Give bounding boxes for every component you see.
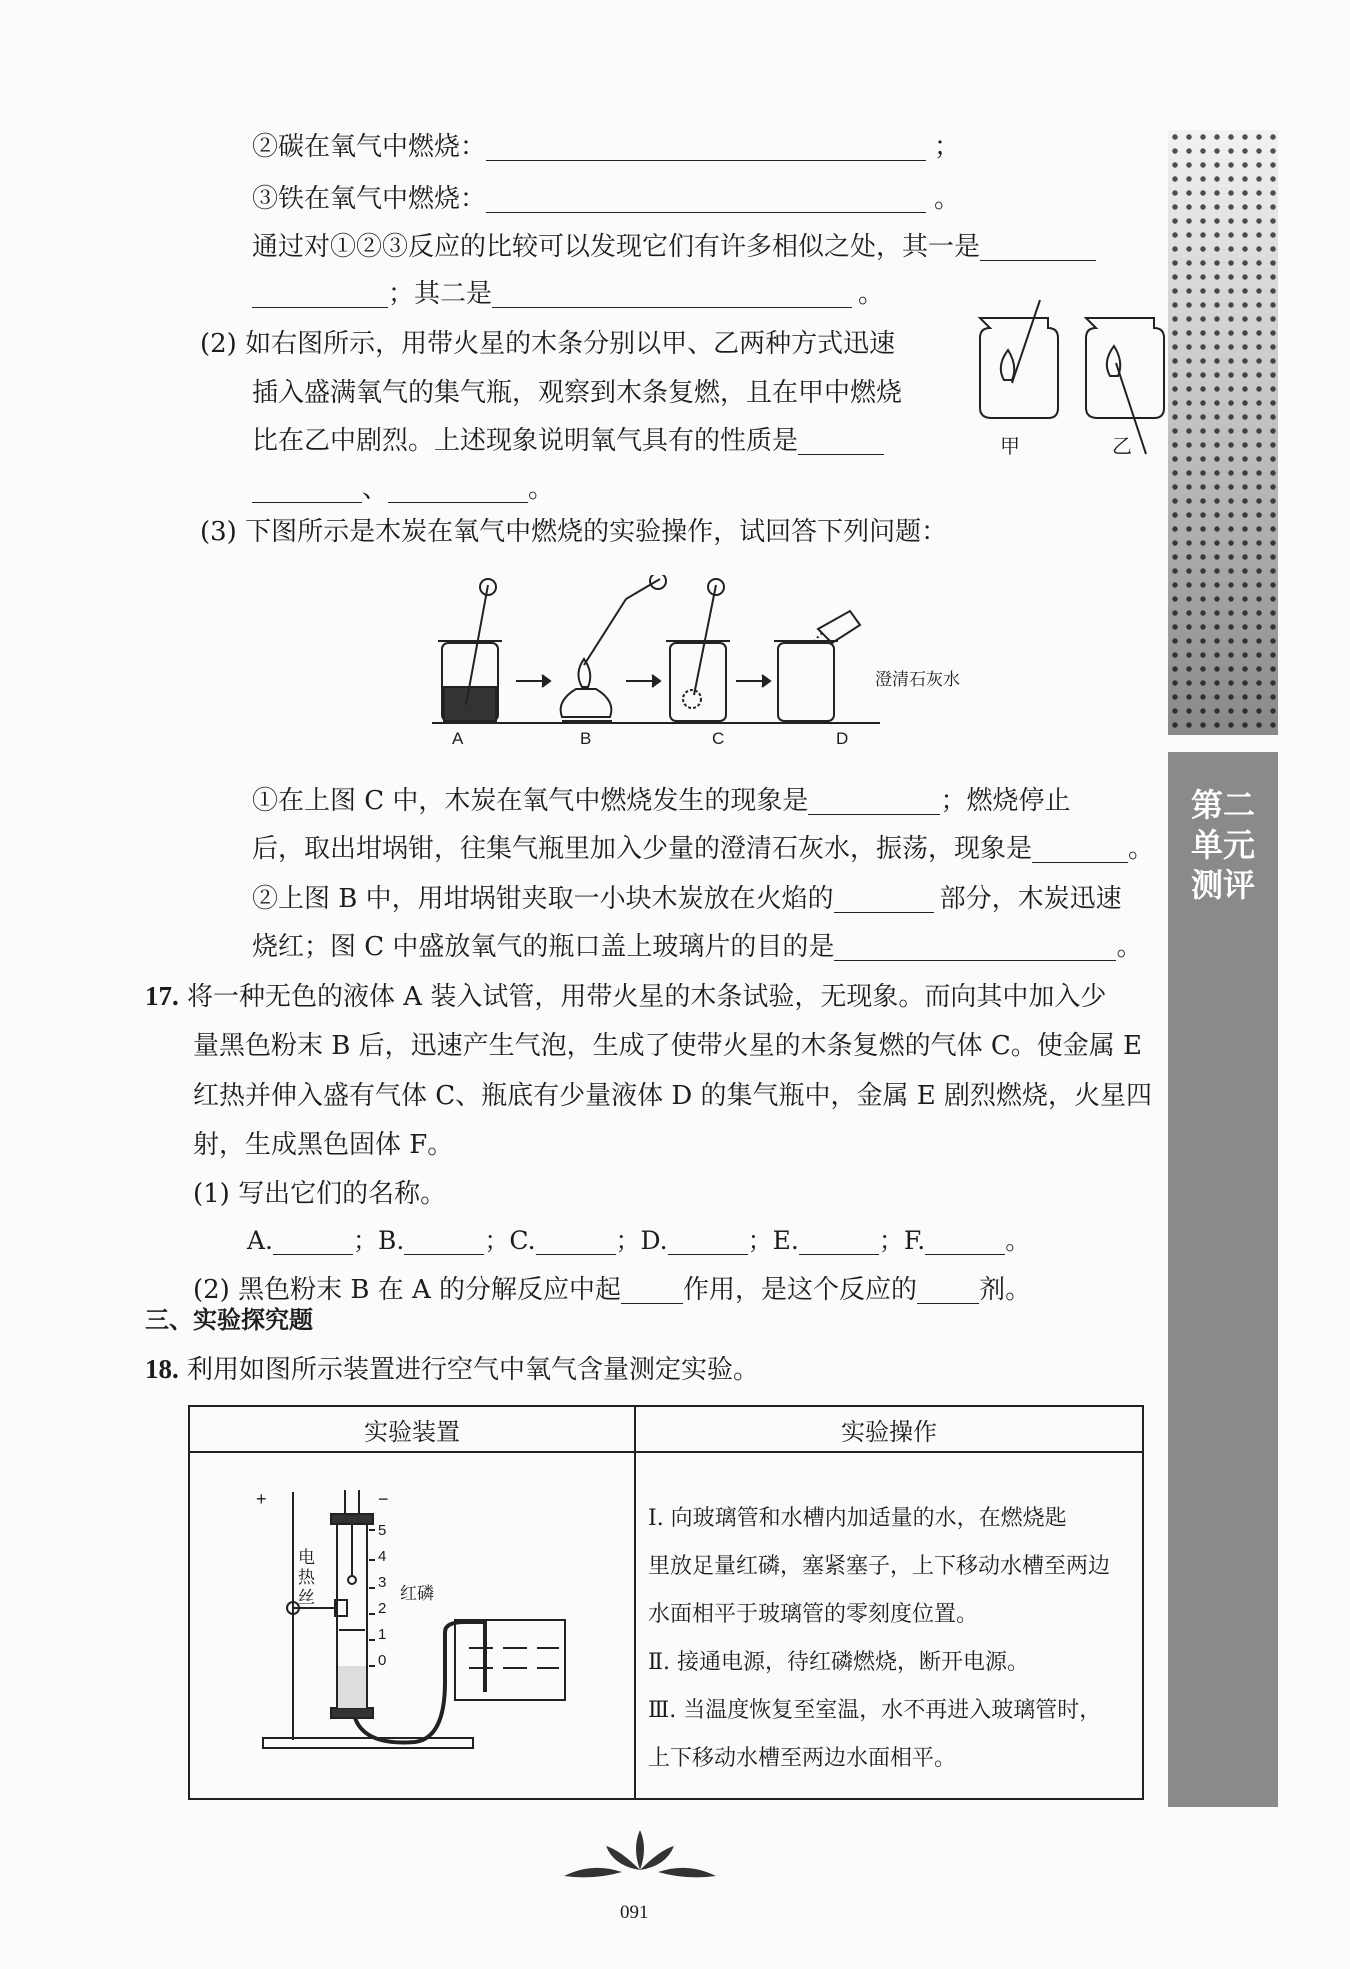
header-operation: 实验操作	[635, 1406, 1143, 1452]
carbon-line: ②碳在氧气中燃烧： ；	[252, 132, 961, 162]
jia-yi-bottles-figure	[968, 298, 1168, 468]
label-jia: 甲	[1000, 436, 1020, 458]
section-heading: 三、实验探究题	[145, 1306, 313, 1334]
q17-p2: (2) 黑色粉末 B 在 A 的分解反应中起 作用，是这个反应的 剂。	[193, 1275, 1032, 1305]
fig-label-c: C	[712, 729, 725, 748]
label-yi: 乙	[1112, 436, 1132, 458]
operation-2: Ⅱ. 接通电源，待红磷燃烧，断开电源。	[648, 1650, 1029, 1675]
side-tab	[1168, 752, 1278, 1807]
q17-line2: 量黑色粉末 B 后，迅速产生气泡，生成了使带火星的木条复燃的气体 C。使金属 E	[193, 1031, 1143, 1061]
compare-line-2: ；其二是 。	[252, 275, 884, 313]
fig-label-b: B	[580, 729, 592, 748]
q17-names-line: A. ；B. ；C. ；D. ；E. ；F. 。	[247, 1226, 1031, 1255]
compare-line: 通过对①②③反应的比较可以发现它们有许多相似之处，其一是	[252, 228, 1096, 266]
charcoal-experiment-figure	[430, 575, 900, 735]
q18-line1: 18. 利用如图所示装置进行空气中氧气含量测定实验。	[145, 1354, 760, 1385]
side-tab-pattern	[1168, 130, 1278, 735]
q17-line3: 红热并伸入盛有气体 C、瓶底有少量液体 D 的集气瓶中，金属 E 剧烈燃烧，火星四	[193, 1081, 1153, 1111]
iron-line: ③铁在氧气中燃烧： 。	[252, 184, 961, 214]
c1-line1: ①在上图 C 中，木炭在氧气中燃烧发生的现象是 ；燃烧停止	[252, 786, 1071, 816]
q17-line4: 射，生成黑色固体 F。	[193, 1130, 454, 1160]
plus-sign: +	[256, 1489, 267, 1509]
q17-line1: 17. 将一种无色的液体 A 装入试管，用带火星的木条试验，无现象。而向其中加入少	[145, 981, 1107, 1012]
q16-p2-line1: (2) 如右图所示，用带火星的木条分别以甲、乙两种方式迅速	[200, 329, 896, 359]
operation-3a: Ⅲ. 当温度恢复至室温，水不再进入玻璃管时，	[648, 1698, 1102, 1723]
c1-line2: 后，取出坩埚钳，往集气瓶里加入少量的澄清石灰水，振荡，现象是 。	[252, 834, 1155, 864]
minus-sign: −	[378, 1489, 389, 1509]
operation-3b: 上下移动水槽至两边水面相平。	[648, 1746, 957, 1771]
footer-ornament-icon	[560, 1826, 720, 1882]
header-apparatus: 实验装置	[189, 1406, 635, 1452]
fig-label-a: A	[452, 729, 464, 748]
operation-1b: 里放足量红磷，塞紧塞子，上下移动水槽至两边	[648, 1554, 1111, 1579]
scale-labels: 5 4 3 2 1 0	[378, 1522, 387, 1669]
q16-p2-line3: 比在乙中剧烈。上述现象说明氧气具有的性质是	[252, 422, 884, 460]
fig-label-d: D	[836, 729, 849, 748]
phosphorus-label: 红磷	[400, 1584, 434, 1604]
q16-p2-line4: 、 。	[252, 470, 554, 508]
page-number: 091	[620, 1902, 649, 1923]
apparatus-figure	[245, 1480, 575, 1760]
q16-p2-line2: 插入盛满氧气的集气瓶，观察到木条复燃，且在甲中燃烧	[252, 378, 903, 408]
limewater-label: 澄清石灰水	[875, 670, 960, 690]
side-tab-label: 第二单元测评	[1190, 786, 1255, 904]
q17-p1: (1) 写出它们的名称。	[193, 1179, 447, 1209]
heater-label: 电热丝	[298, 1548, 315, 1608]
operation-1c: 水面相平于玻璃管的零刻度位置。	[648, 1602, 979, 1627]
c2-line1: ②上图 B 中，用坩埚钳夹取一小块木炭放在火焰的 部分，木炭迅速	[252, 884, 1122, 914]
operation-1a: Ⅰ. 向玻璃管和水槽内加适量的水，在燃烧匙	[648, 1506, 1067, 1531]
q16-p3-line: (3) 下图所示是木炭在氧气中燃烧的实验操作，试回答下列问题：	[200, 517, 948, 547]
c2-line2: 烧红；图 C 中盛放氧气的瓶口盖上玻璃片的目的是 。	[252, 932, 1143, 962]
